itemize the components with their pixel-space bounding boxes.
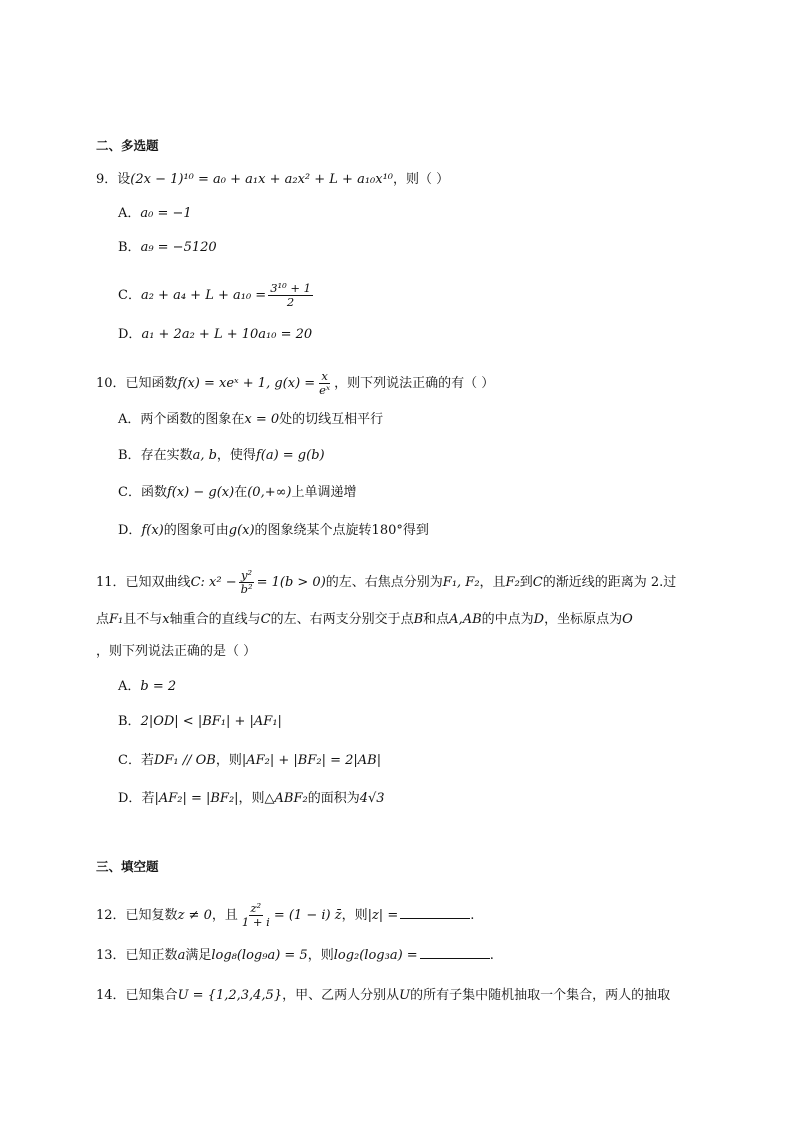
- option-11a[interactable]: A．b = 2: [118, 679, 177, 694]
- question-number: 12．: [96, 908, 126, 923]
- option-10b[interactable]: B．存在实数a, b，使得f(a) = g(b): [118, 448, 325, 463]
- section-title-multiple-choice: 二、多选题: [96, 138, 159, 153]
- question-11-stem: 11．已知双曲线C: x² − $\frac{\text{y²}}{\text{b²}}$ = 1(b > 0)的左、右焦点分别为F₁, F₂，且F₂到C的渐近线的距离为 2.过: [96, 568, 677, 596]
- option-11d[interactable]: D．若|AF₂| = |BF₂|，则△ABF₂的面积为4√3: [118, 791, 385, 806]
- option-10d[interactable]: D．f(x)的图象可由g(x)的图象绕某个点旋转180°得到: [118, 523, 429, 538]
- question-13-stem: 13．已知正数a满足log₈(log₉a) = 5，则log₂(log₃a) = .: [96, 948, 494, 963]
- fraction: $\frac{\text{3¹⁰ + 1}}{2}$: [270, 281, 311, 309]
- fraction: $\frac{\text{z²}}{1 + i}$: [241, 901, 270, 929]
- question-11-stem-line3: ，则下列说法正确的是（ ）: [96, 644, 257, 659]
- question-number: 13．: [96, 948, 126, 963]
- question-14-stem: 14．已知集合U = {1,2,3,4,5}，甲、乙两人分别从U的所有子集中随机抽取一个集合，两人的抽取: [96, 988, 671, 1003]
- option-9d[interactable]: D．a₁ + 2a₂ + L + 10a₁₀ = 20: [118, 327, 313, 342]
- answer-blank[interactable]: [400, 906, 470, 919]
- fraction: $\frac{x}{\text{eˣ}}$: [319, 369, 331, 397]
- option-11c[interactable]: C．若DF₁ // OB，则|AF₂| + |BF₂| = 2|AB|: [118, 753, 382, 768]
- question-number: 11．: [96, 575, 126, 590]
- section-title-fill-in: 三、填空题: [96, 859, 159, 874]
- question-number: 9．: [96, 172, 118, 187]
- fraction: $\frac{\text{y²}}{\text{b²}}$: [240, 568, 253, 596]
- question-number: 14．: [96, 988, 126, 1003]
- question-10-stem: 10．已知函数f(x) = xeˣ + 1, g(x) = $\frac{x}{\text{eˣ}}$ ，则下列说法正确的有（ ）: [96, 369, 495, 397]
- option-10a[interactable]: A．两个函数的图象在x = 0处的切线互相平行: [118, 412, 384, 427]
- question-11-stem-line2: 点F₁且不与x轴重合的直线与C的左、右两支分别交于点B和点A,AB的中点为D，坐标原点为O: [96, 612, 633, 627]
- option-9c[interactable]: C．a₂ + a₄ + L + a₁₀ = $\frac{\text{3¹⁰ + 1}}{2}$: [118, 281, 311, 309]
- answer-blank[interactable]: [420, 946, 490, 959]
- option-9a[interactable]: A．a₀ = −1: [118, 206, 192, 221]
- option-9b[interactable]: B．a₉ = −5120: [118, 240, 217, 255]
- math-formula: (2x − 1)¹⁰ = a₀ + a₁x + a₂x² + L + a₁₀x¹⁰: [130, 172, 394, 187]
- option-10c[interactable]: C．函数f(x) − g(x)在(0,+∞)上单调递增: [118, 485, 357, 500]
- question-12-stem: 12．已知复数z ≠ 0，且 $\frac{\text{z²}}{1 + i}$ = (1 − i) z̄，则|z| = .: [96, 901, 475, 929]
- option-11b[interactable]: B．2|OD| < |BF₁| + |AF₁|: [118, 714, 282, 729]
- question-number: 10．: [96, 376, 126, 391]
- question-9-stem: 9．设(2x − 1)¹⁰ = a₀ + a₁x + a₂x² + L + a₁₀x¹⁰，则（ ）: [96, 172, 450, 187]
